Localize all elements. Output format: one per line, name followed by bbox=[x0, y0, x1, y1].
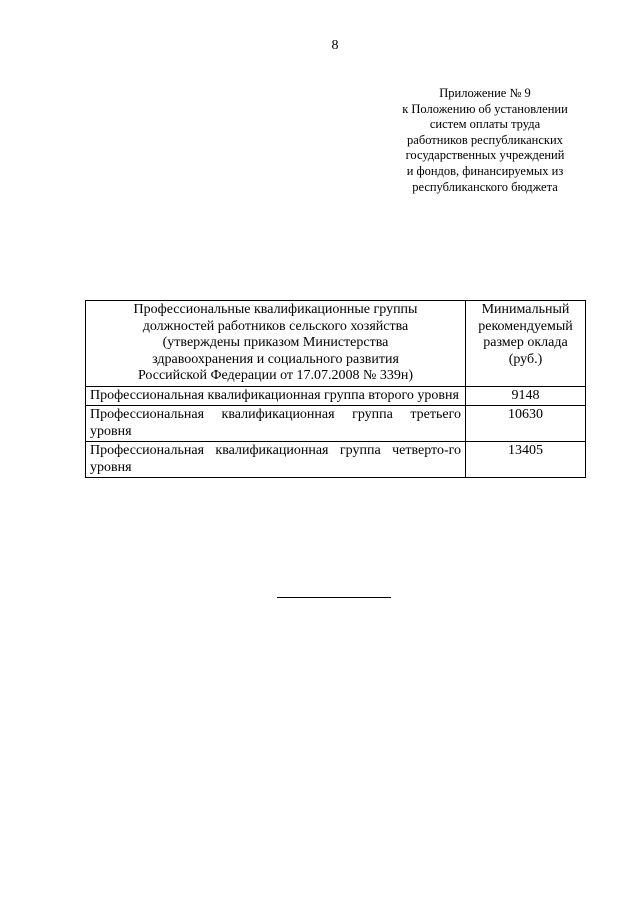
appendix-line: работников республиканских bbox=[407, 132, 563, 147]
header-group-line: должностей работников сельского хозяйства bbox=[142, 318, 409, 334]
header-qualification-groups bbox=[86, 301, 466, 387]
header-min-line: (руб.) bbox=[508, 351, 543, 367]
appendix-line: государственных учреждений bbox=[405, 148, 565, 163]
header-group-line: Российской Федерации от 17.07.2008 № 339н) bbox=[137, 368, 414, 383]
appendix-header bbox=[380, 86, 590, 195]
table-row bbox=[86, 442, 586, 478]
header-group-line: здравоохранения и социального развития bbox=[152, 351, 399, 367]
appendix-line: систем оплаты труда bbox=[429, 117, 541, 132]
header-min-line: Минимальный bbox=[481, 302, 570, 317]
page-number: 8 bbox=[331, 38, 339, 53]
row-salary-value: 9148 bbox=[466, 386, 586, 406]
header-min-line: размер оклада bbox=[483, 335, 568, 350]
table-row bbox=[86, 406, 586, 442]
appendix-line: республиканского бюджета bbox=[412, 179, 558, 194]
end-divider-line bbox=[277, 597, 391, 598]
row-salary-value: 10630 bbox=[466, 406, 586, 442]
row-group-name: Профессиональная квалификационная группа третьего уровня bbox=[86, 406, 466, 442]
table-header-row bbox=[86, 301, 586, 387]
header-group-line: (утверждены приказом Министерства bbox=[162, 335, 389, 350]
header-minimum-salary bbox=[466, 301, 586, 387]
header-min-line: рекомендуемый bbox=[478, 318, 573, 334]
row-salary-value: 13405 bbox=[466, 442, 586, 478]
table-row bbox=[86, 386, 586, 406]
appendix-line: Приложение № 9 bbox=[439, 86, 531, 100]
row-group-name: Профессиональная квалификационная группа второго уровня bbox=[86, 386, 466, 406]
header-group-line: Профессиональные квалификационные группы bbox=[133, 302, 418, 317]
row-group-name: Профессиональная квалификационная группа четверто-го уровня bbox=[86, 442, 466, 478]
salary-table bbox=[85, 300, 586, 478]
appendix-line: и фондов, финансируемых из bbox=[406, 163, 564, 178]
appendix-line: к Положению об установлении bbox=[402, 101, 568, 116]
